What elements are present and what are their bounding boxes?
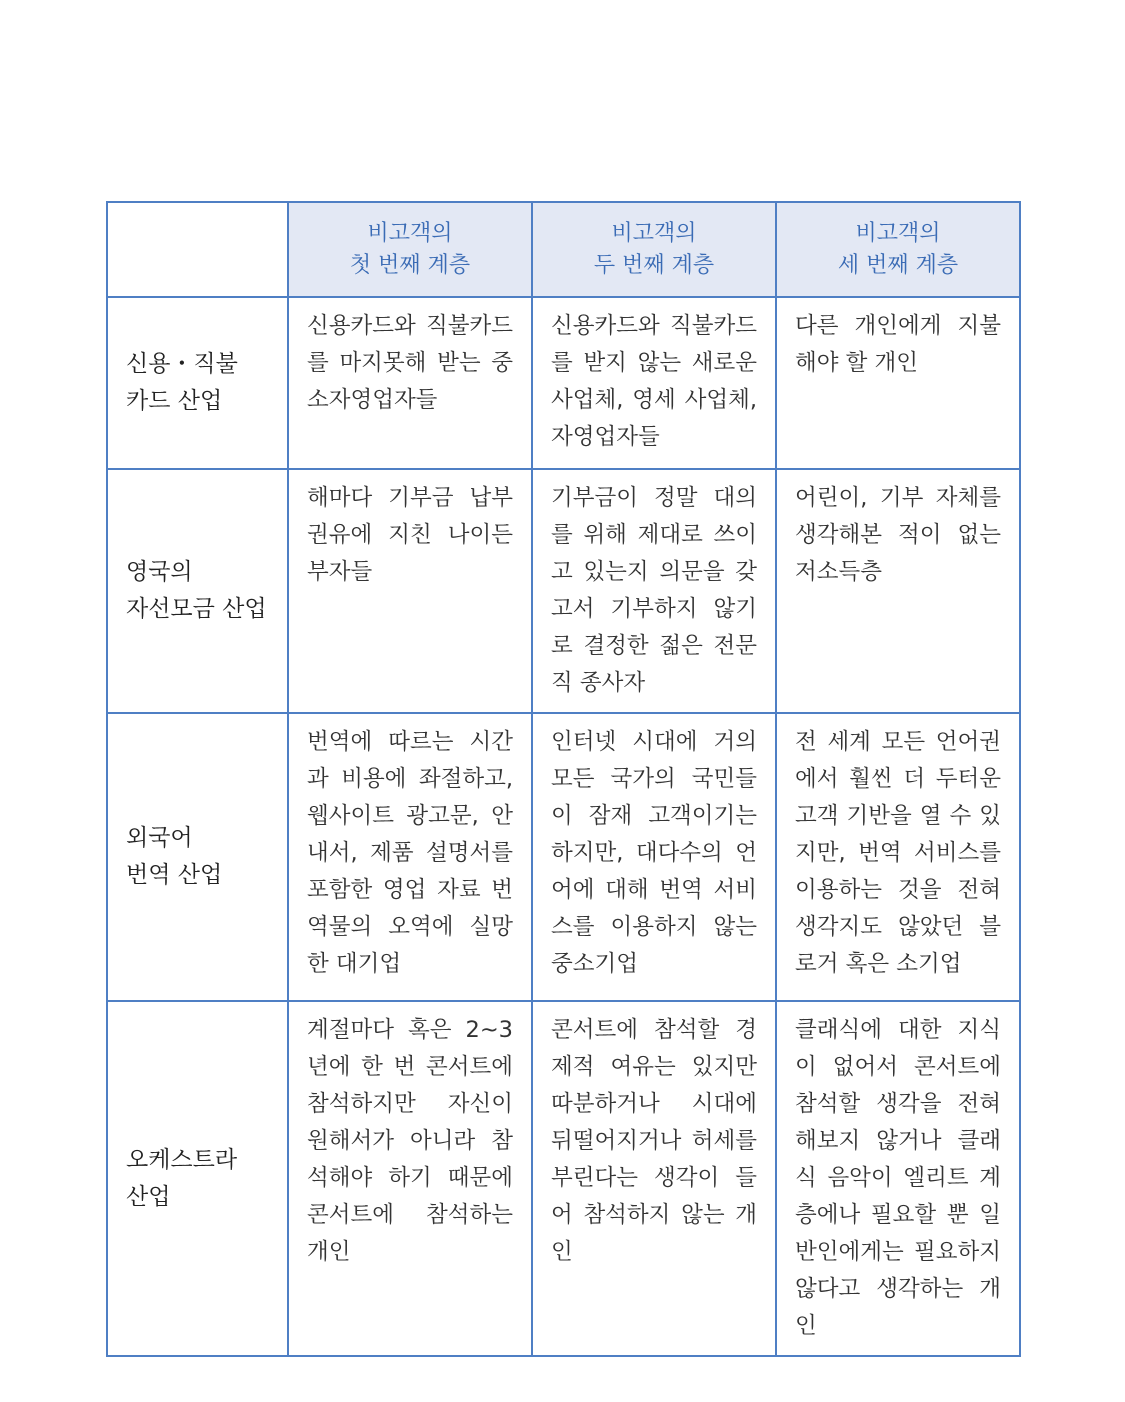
tier2-cell: 신용카드와 직불카드를 받지 않는 새로운 사업체, 영세 사업체, 자영업자들	[532, 297, 776, 469]
tier3-cell: 클래식에 대한 지식이 없어서 콘서트에 참석할 생각을 전혀 해보지 않거나 클래식 음악이 엘리트 계층에나 필요할 뿐 일반인에게는 필요하지 않다고 생각하는 개인	[776, 1001, 1020, 1356]
table-row	[107, 713, 1020, 1001]
tier3-cell: 다른 개인에게 지불해야 할 개인	[776, 297, 1020, 469]
header-row	[107, 202, 1020, 297]
table-row	[107, 1001, 1020, 1356]
tier2-cell: 기부금이 정말 대의를 위해 제대로 쓰이고 있는지 의문을 갖고서 기부하지 않기로 결정한 젊은 전문직 종사자	[532, 469, 776, 713]
tier3-cell: 어린이, 기부 자체를 생각해본 적이 없는 저소득층	[776, 469, 1020, 713]
noncustomer-tiers-table	[106, 201, 1021, 1357]
tier1-cell: 번역에 따르는 시간과 비용에 좌절하고, 웹사이트 광고문, 안내서, 제품 설명서를 포함한 영업 자료 번역물의 오역에 실망한 대기업	[288, 713, 532, 1001]
row-industry-label: 외국어 번역 산업	[107, 713, 288, 1001]
table-row	[107, 469, 1020, 713]
header-tier1: 비고객의 첫 번째 계층	[288, 202, 532, 297]
tier1-cell: 해마다 기부금 납부 권유에 지친 나이든 부자들	[288, 469, 532, 713]
tier1-cell: 계절마다 혹은 2~3년에 한 번 콘서트에 참석하지만 자신이 원해서가 아니라 참석해야 하기 때문에 콘서트에 참석하는 개인	[288, 1001, 532, 1356]
tier2-cell: 콘서트에 참석할 경제적 여유는 있지만 따분하거나 시대에 뒤떨어지거나 허세를 부린다는 생각이 들어 참석하지 않는 개인	[532, 1001, 776, 1356]
row-industry-label: 오케스트라 산업	[107, 1001, 288, 1356]
header-tier3: 비고객의 세 번째 계층	[776, 202, 1020, 297]
tier1-cell: 신용카드와 직불카드를 마지못해 받는 중소자영업자들	[288, 297, 532, 469]
tier2-cell: 인터넷 시대에 거의 모든 국가의 국민들이 잠재 고객이기는 하지만, 대다수의 언어에 대해 번역 서비스를 이용하지 않는 중소기업	[532, 713, 776, 1001]
tier3-cell: 전 세계 모든 언어권에서 훨씬 더 두터운 고객 기반을 열 수 있지만, 번역 서비스를 이용하는 것을 전혀 생각지도 않았던 블로거 혹은 소기업	[776, 713, 1020, 1001]
row-industry-label: 신용・직불 카드 산업	[107, 297, 288, 469]
row-industry-label: 영국의 자선모금 산업	[107, 469, 288, 713]
header-corner-cell	[107, 202, 288, 297]
header-tier2: 비고객의 두 번째 계층	[532, 202, 776, 297]
table-row	[107, 297, 1020, 469]
